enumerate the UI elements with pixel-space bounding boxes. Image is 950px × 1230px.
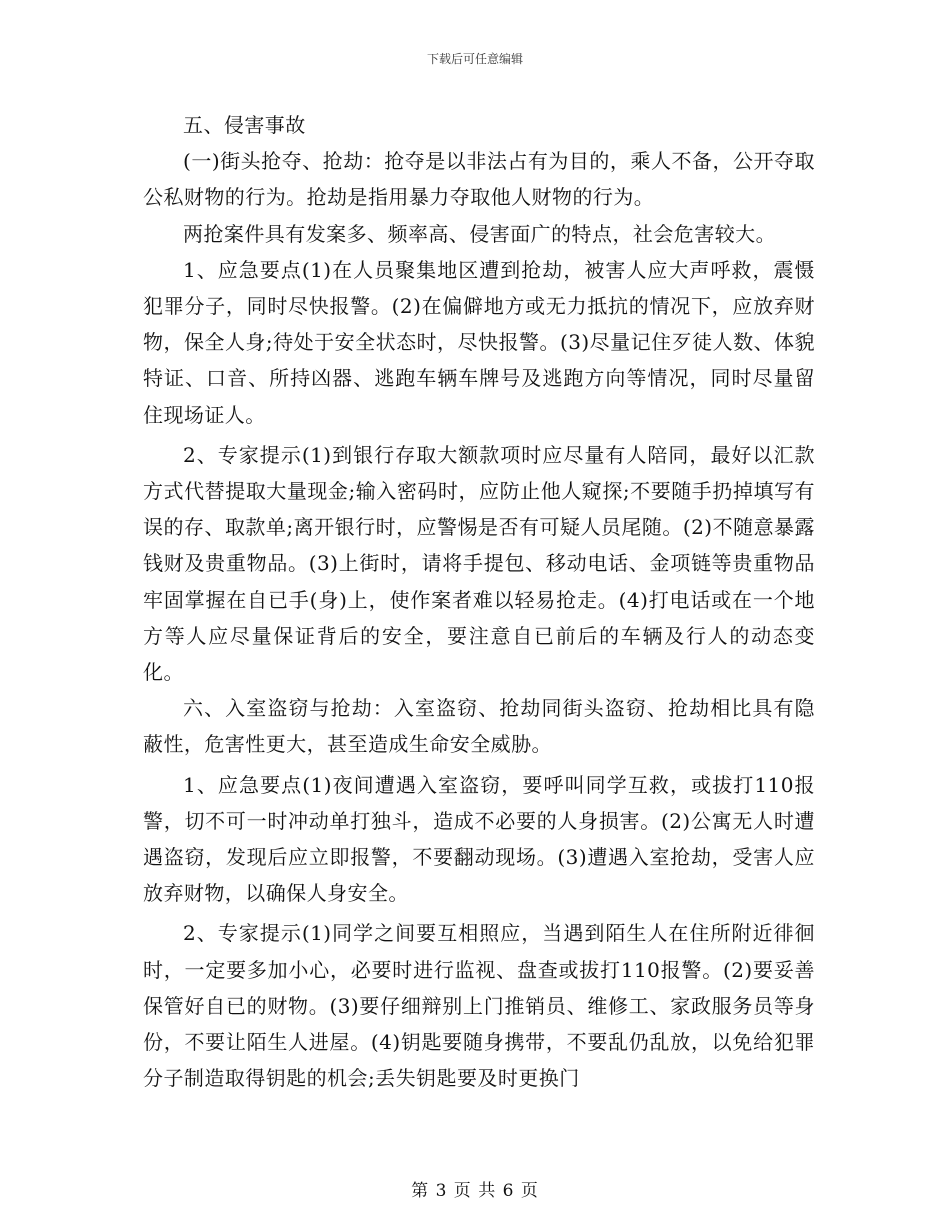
paragraph-robbery-characteristics: 两抢案件具有发案多、频率高、侵害面广的特点，社会危害较大。 [183,221,777,246]
paragraph-street-expert-tips: 2、专家提示(1)到银行存取大额款项时应尽量有人陪同，最好以汇款方式代替提取大量现金;输入密码时，应防止他人窥探;不要随手扔掉填写有误的存、取款单;离开银行时，应警惕是否有可疑人员尾随。(2)不随意暴露钱财及贵重物品。(3)上街时，请将手提包、移动电话、金项链等贵重物品牢固掌握在自已手(身)上，使作案者难以轻易抢走。(4)打电话或在一个地方等人应尽量保证背后的安全，要注意自已前后的车辆及行人的动态变化。 [143,442,815,685]
paragraph-street-robbery-definition: (一)街头抢夺、抢劫：抢夺是以非法占有为目的，乘人不备，公开夺取公私财物的行为。抢劫是指用暴力夺取他人财物的行为。 [143,149,815,210]
page-number: 第 3 页 共 6 页 [411,1181,539,1201]
paragraph-street-emergency-points: 1、应急要点(1)在人员聚集地区遭到抢劫，被害人应大声呼救，震慑犯罪分子，同时尽快报警。(2)在偏僻地方或无力抵抗的情况下，应放弃财物，保全人身;待处于安全状态时，尽快报警。(3)尽量记住歹徒人数、体貌特证、口音、所持凶器、逃跑车辆车牌号及逃跑方向等情况，同时尽量留住现场证人。 [143,257,815,427]
section-heading-6: 六、入室盗窃与抢劫：入室盗窃、抢劫同街头盗窃、抢劫相比具有隐蔽性，危害性更大，甚至造成生命安全威胁。 [143,696,815,757]
section-heading-5: 五、侵害事故 [183,113,306,137]
paragraph-burglary-emergency-points: 1、应急要点(1)夜间遭遇入室盗窃，要呼叫同学互救，或拔打110报警，切不可一时冲动单打独斗，造成不必要的人身损害。(2)公寓无人时遭遇盗窃，发现后应立即报警，不要翻动现场。(3)遭遇入室抢劫，受害人应放弃财物，以确保人身安全。 [143,772,815,906]
page-header: 下载后可任意编辑 [426,52,523,66]
paragraph-burglary-expert-tips: 2、专家提示(1)同学之间要互相照应，当遇到陌生人在住所附近徘徊时，一定要多加小心，必要时进行监视、盘查或拔打110报警。(2)要妥善保管好自已的财物。(3)要仔细辩别上门推销员、维修工、家政服务员等身份，不要让陌生人进屋。(4)钥匙要随身携带，不要乱仍乱放，以免给犯罪分子制造取得钥匙的机会;丢失钥匙要及时更换门 [143,921,815,1091]
document-body [143,107,815,1096]
